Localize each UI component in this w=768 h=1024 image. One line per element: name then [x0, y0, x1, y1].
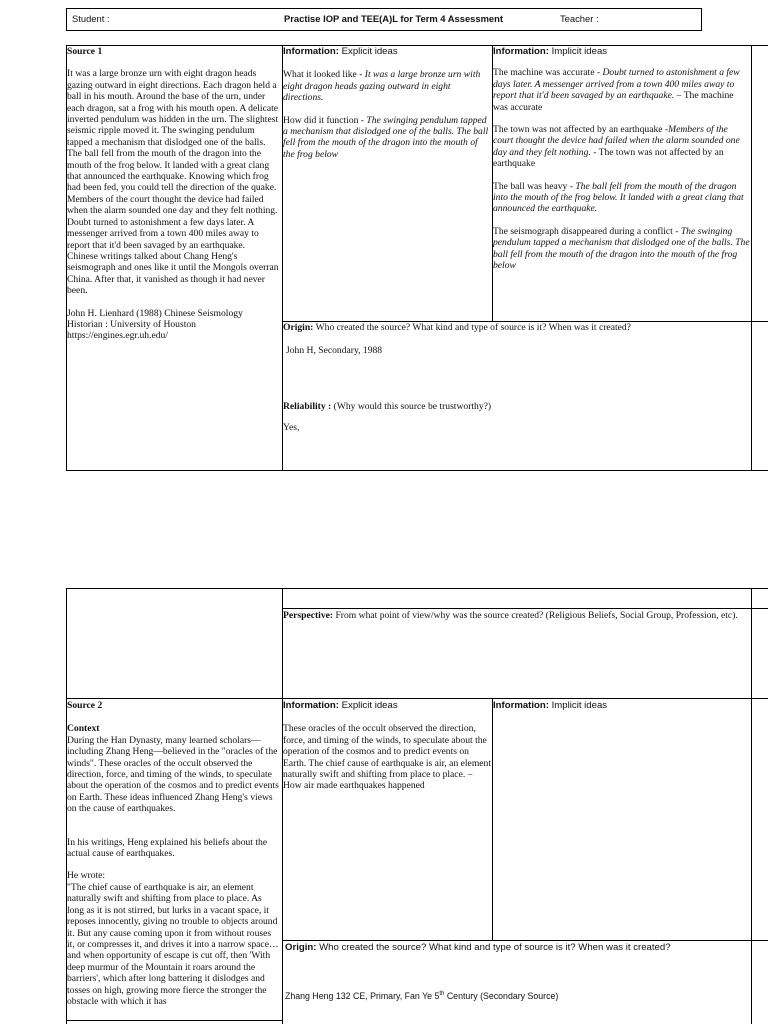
source2-writings-text: In his writings, Heng explained his beliefs about the actual cause of earthquakes.	[67, 836, 268, 860]
implicit1-item-conflict-quote: The swinging pendulum tapped a mechanism that dislodged one of the balls. The ball fell from the mouth of the dragon into the mouth of the frog below	[493, 225, 750, 272]
student-label: Student :	[72, 13, 110, 24]
explicit1-item-function	[283, 115, 491, 161]
explicit2-header	[283, 700, 491, 711]
source1-cell	[67, 46, 281, 342]
teacher-label: Teacher :	[560, 13, 599, 24]
implicit1-item-accurate-label: The machine was accurate -	[493, 67, 603, 79]
perspective-question: From what point of view/why was the source created? (Religious Beliefs, Social Group, Profession, etc).	[333, 610, 738, 621]
explicit1-item-function-quote: The swinging pendulum tapped a mechanism that dislodged one of the balls. The ball fell from the mouth of the dragon into the mouth of the frog below	[283, 114, 489, 160]
perspective-label: Perspective:	[283, 610, 334, 621]
explicit2-cell	[283, 700, 491, 792]
implicit1-suffix: Implicit ideas	[551, 46, 608, 57]
implicit1-label: Information:	[493, 46, 549, 57]
origin1-cell	[283, 322, 749, 434]
implicit2-cell	[493, 700, 750, 711]
implicit1-item-ball-label: The ball was heavy -	[493, 180, 576, 192]
origin2-answer	[285, 989, 749, 1002]
source1-citation: John H. Lienhard (1988) Chinese Seismology Historian : University of Houston https://engines.egr.uh.edu/	[67, 307, 243, 342]
explicit1-header	[283, 46, 491, 57]
origin2-cell	[285, 942, 749, 1003]
origin1-question-line	[283, 322, 749, 333]
implicit2-label: Information:	[493, 700, 549, 711]
explicit1-suffix: Explicit ideas	[341, 46, 398, 57]
reliability1-answer: Yes,	[283, 422, 300, 434]
origin2-answer-sup: th	[439, 991, 445, 998]
explicit1-cell	[283, 46, 491, 160]
origin2-question-line	[285, 942, 749, 953]
origin1-label: Origin:	[283, 322, 314, 333]
implicit1-item-town-quote: Members of the court thought the device had failed when the alarm sounded one day and they felt nothing.	[493, 124, 740, 158]
implicit1-item-conflict-label: The seismograph disappeared during a conflict -	[493, 225, 681, 237]
origin2-answer-pre: Zhang Heng 132 CE, Primary, Fan Ye 5	[285, 991, 440, 1002]
page-title: Practise IOP and TEE(A)L for Term 4 Assessment	[284, 13, 503, 24]
explicit1-label: Information:	[283, 46, 339, 57]
implicit1-header	[493, 46, 750, 57]
implicit1-item-accurate-tail: – The machine was accurate	[493, 90, 734, 113]
origin1-answer: John H, Secondary, 1988	[286, 345, 383, 357]
source2-title: Source 2	[67, 700, 103, 711]
source2-wrote-label: He wrote:	[67, 870, 106, 882]
source1-title: Source 1	[67, 46, 103, 57]
implicit1-item-conflict	[493, 226, 750, 272]
implicit1-item-town	[493, 124, 750, 170]
explicit2-label: Information:	[283, 700, 339, 711]
source1-text: It was a large bronze urn with eight dragon heads gazing outward in eight directions. Each dragon held a ball in his mouth. Around the base of the urn, under each dragon, sat a frog with his mouth open. A delicate inverted pendulum was hidden in the urn. The slightest seismic ripple moved it. The swinging pendulum tapped a mechanism that dislodged one of the balls. The ball fell from the mouth of the dragon into the mouth of the frog below. It landed with a great clang that announced the earthquake. Knowing which frog had been fed, you could tell the direction of the quake. Members of the court thought the device had failed when the alarm sounded one day and they felt nothing. Doubt turned to astonishment a few days later. A messenger arrived from a town 400 miles away to report that it'd been savaged by an earthquake. Chinese writings talked about Chang Heng's seismograph and ones like it until the Mongols overran China. After that, it vanished as though it had never been.	[67, 68, 279, 297]
implicit1-item-town-label: The town was not affected by an earthquake -	[493, 124, 669, 136]
implicit1-item-accurate-quote: Doubt turned to astonishment a few days later. A messenger arrived from a town 400 miles away to report that it'd been savaged by an earthquake.	[493, 67, 740, 102]
reliability1-question-line	[283, 401, 749, 412]
reliability1-label: Reliability :	[283, 400, 332, 412]
source2-context-text: During the Han Dynasty, many learned scholars—including Zhang Heng—believed in the "oracles of the winds". These oracles of the occult observed the direction, force, and timing of the winds, to speculate about the operation of the cosmos and to predict events on Earth. These ideas influenced Zhang Heng's views on the cause of earthquakes.	[67, 734, 279, 815]
implicit1-cell	[493, 46, 750, 272]
implicit1-item-town-tail: - The town was not affected by an earthquake	[493, 146, 724, 170]
explicit1-item-appearance-quote: It was a large bronze urn with eight dragon heads gazing outward in eight directions.	[283, 69, 481, 104]
origin1-question: Who created the source? What kind and type of source is it? When was it created?	[313, 322, 631, 333]
explicit2-suffix: Explicit ideas	[341, 700, 398, 711]
explicit1-item-appearance	[283, 69, 491, 103]
explicit2-text: These oracles of the occult observed the direction, force, and timing of the winds, to speculate about the operation of the cosmos and to predict events on Earth. The chief cause of earthquake is air, an element naturally swift and shifting from place to place. – How air made earthquakes happened	[283, 723, 492, 792]
explicit1-item-appearance-label: What it looked like -	[283, 69, 365, 81]
source2-quote: "The chief cause of earthquake is air, an element naturally swift and shifting from place to place. As long as it is not stirred, but lurks in a vacant space, it reposes innocently, giving no trouble to objects around it. But any cause coming upon it from without rouses it, or compresses it, and drives it into a narrow space… and when opportunity of escape is cut off, then 'With deep murmur of the Mountain it roars around the barriers', which after long battering it dislodges and tosses on high, growing more fierce the stronger the obstacle with which it has	[67, 881, 279, 1007]
source2-context-label: Context	[67, 723, 100, 735]
implicit1-item-accurate	[493, 67, 750, 113]
explicit1-item-function-label: How did it function -	[283, 114, 367, 126]
source2-cell	[67, 700, 281, 1007]
origin2-label: Origin:	[285, 942, 317, 953]
implicit1-item-ball	[493, 181, 750, 215]
implicit1-item-ball-quote: The ball fell from the mouth of the dragon into the mouth of the frog below. It landed with a great clang that announced the earthquake.	[493, 180, 744, 215]
perspective-cell	[283, 610, 749, 621]
implicit2-suffix: Implicit ideas	[551, 700, 608, 711]
reliability1-question: (Why would this source be trustworthy?)	[331, 400, 492, 412]
origin2-question: Who created the source? What kind and type of source is it? When was it created?	[316, 942, 671, 953]
origin2-answer-post: Century (Secondary Source)	[444, 991, 559, 1002]
